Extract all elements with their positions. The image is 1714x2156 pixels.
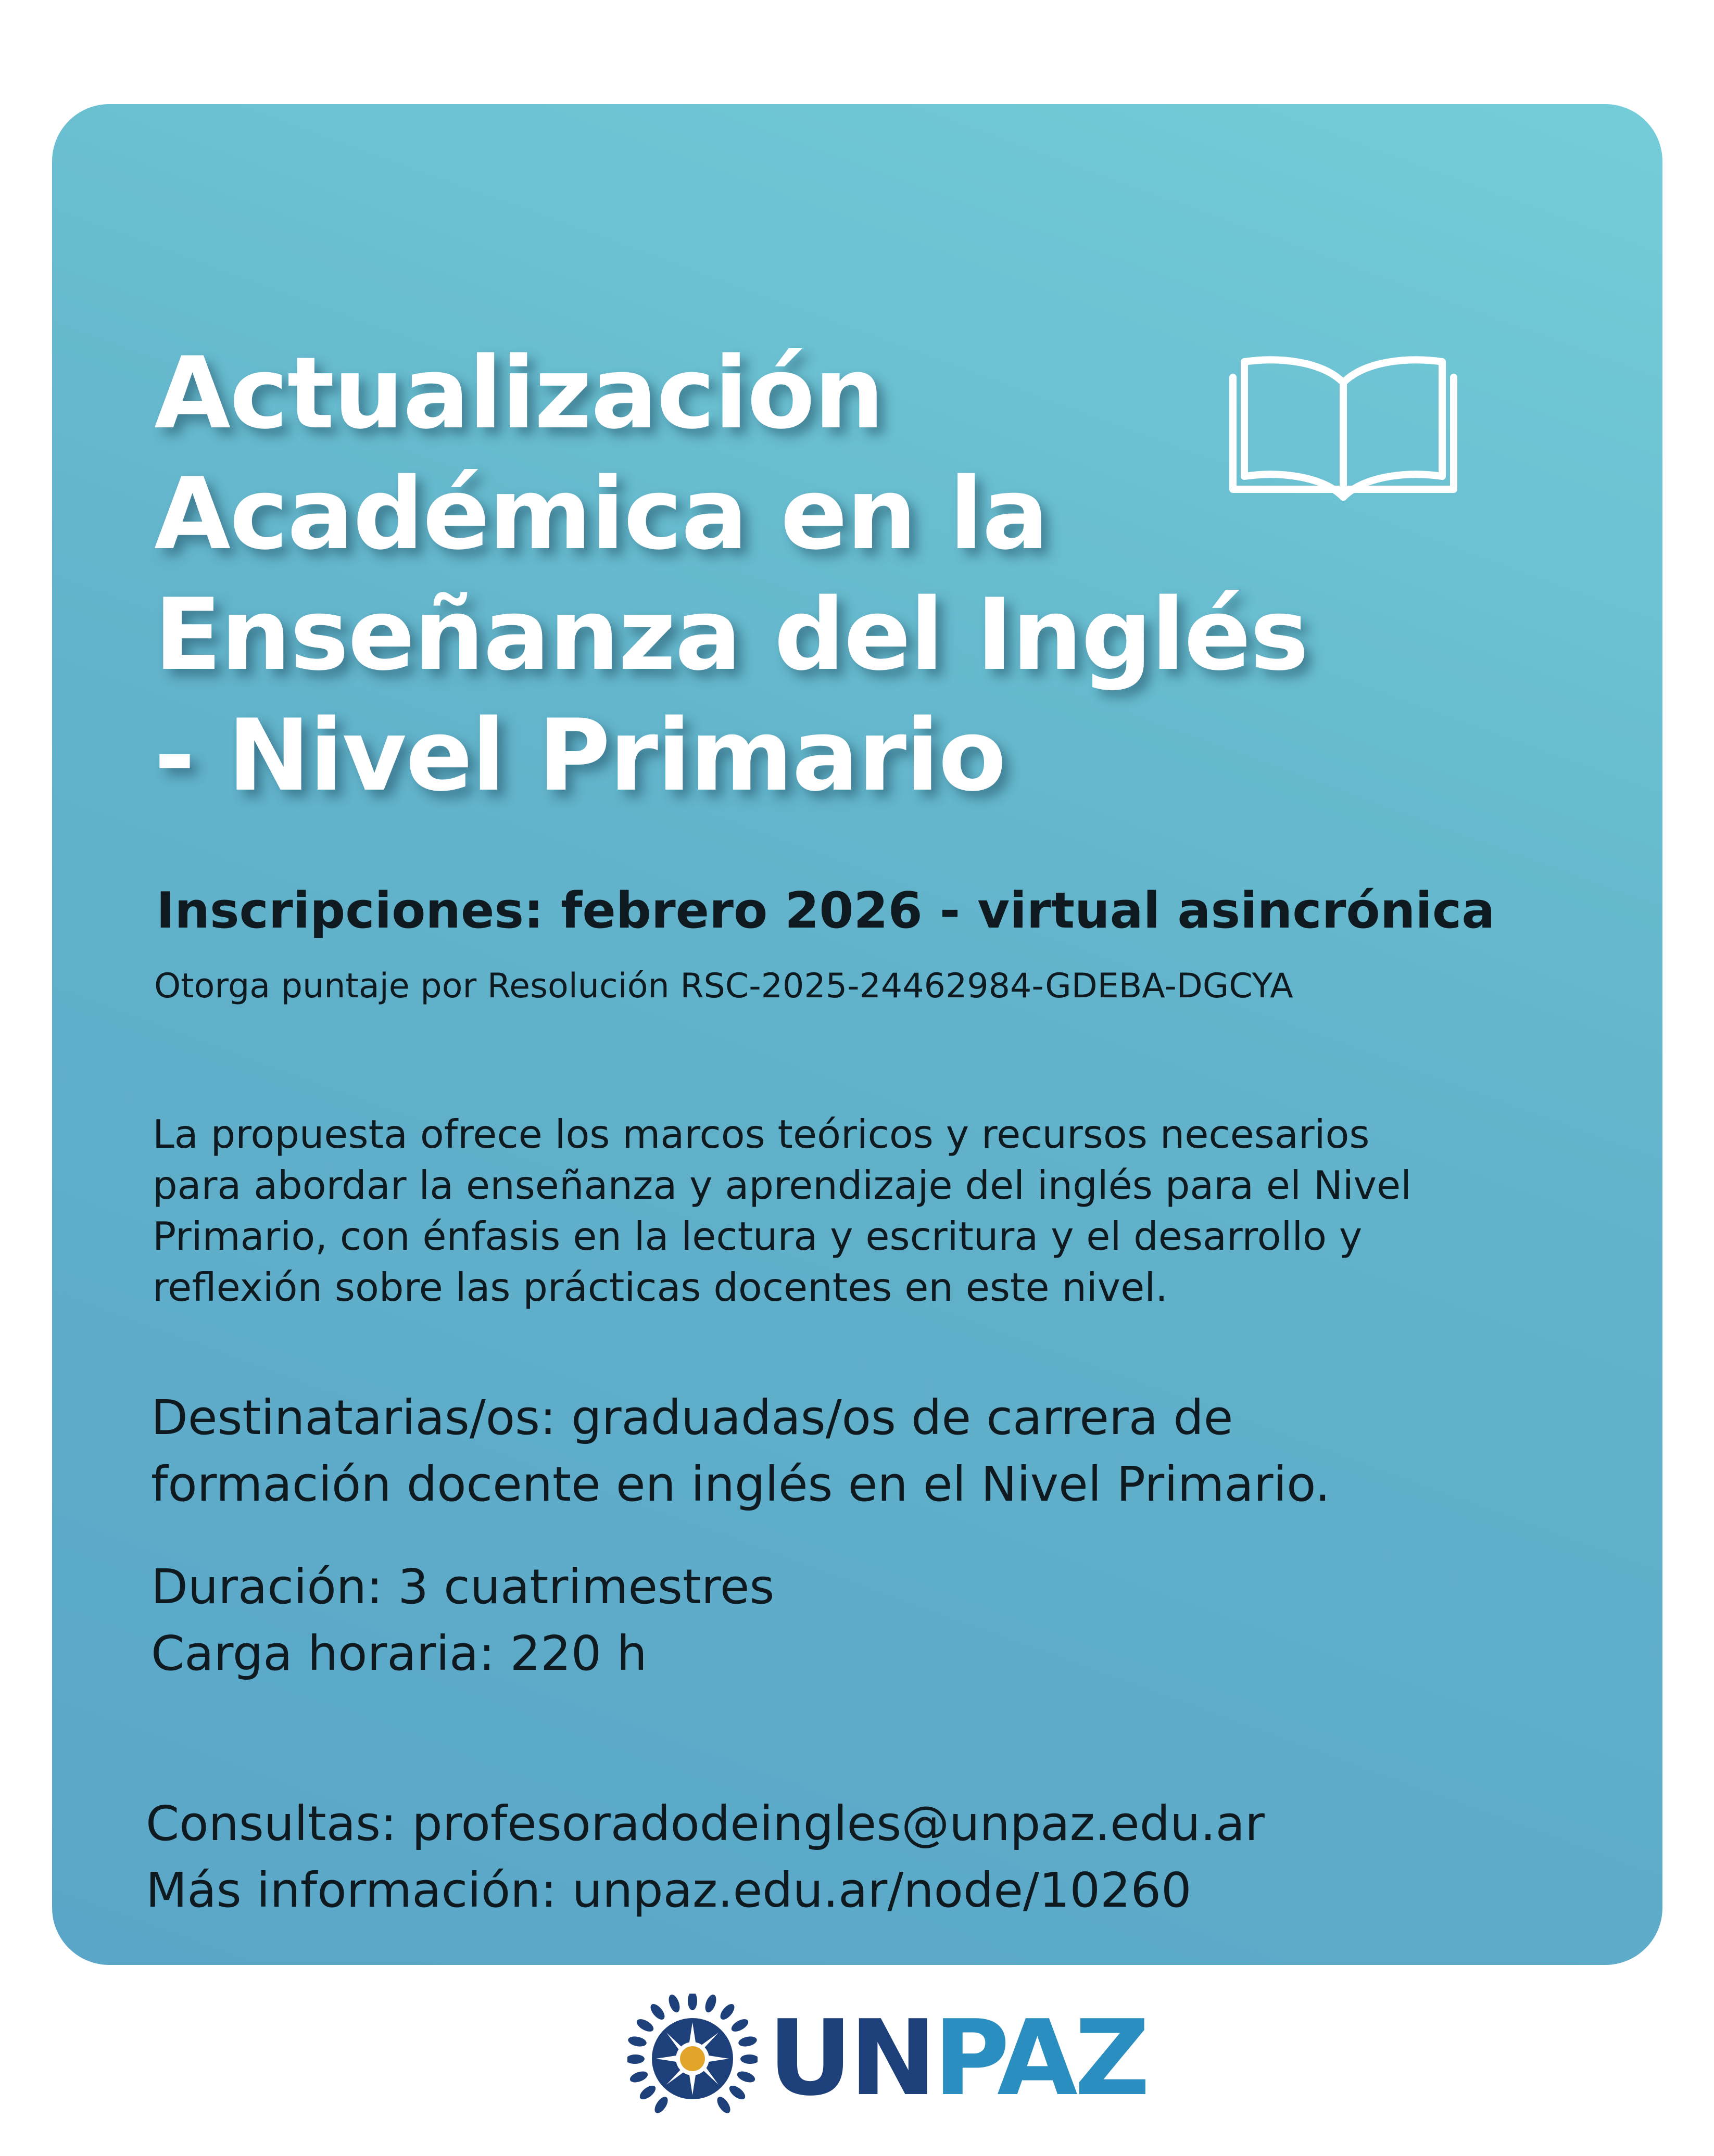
- enrollment-info: Inscripciones: febrero 2026 - virtual asincrónica: [156, 882, 1495, 940]
- audience-line: Destinatarias/os: graduadas/os de carrera de: [151, 1390, 1233, 1445]
- unpaz-wordmark: [768, 1998, 1147, 2119]
- target-audience: [151, 1385, 1661, 1518]
- title-line: - Nivel Primario: [154, 698, 1005, 813]
- description-line: La propuesta ofrece los marcos teóricos y recursos necesarios: [153, 1111, 1370, 1157]
- contact-email-line[interactable]: Consultas: profesoradodeingles@unpaz.edu.ar: [146, 1796, 1265, 1851]
- course-description: [153, 1109, 1662, 1313]
- unpaz-logo: [627, 1994, 1147, 2124]
- description-line: para abordar la enseñanza y aprendizaje del inglés para el Nivel: [153, 1162, 1412, 1208]
- title-line: Académica en la: [154, 456, 1048, 572]
- course-details: [151, 1554, 1661, 1687]
- audience-line: formación docente en inglés en el Nivel Primario.: [151, 1456, 1331, 1512]
- wordmark-un: UN: [768, 1998, 934, 2119]
- workload-text: Carga horaria: 220 h: [151, 1626, 647, 1681]
- wordmark-paz: PAZ: [933, 1998, 1147, 2119]
- description-line: Primario, con énfasis en la lectura y escritura y el desarrollo y: [153, 1213, 1363, 1259]
- resolution-info: Otorga puntaje por Resolución RSC-2025-24462984-GDEBA-DGCYA: [154, 967, 1293, 1006]
- description-line: reflexión sobre las prácticas docentes en este nivel.: [153, 1264, 1168, 1310]
- flyer-card: [52, 104, 1662, 1965]
- title-line: Enseñanza del Inglés: [154, 577, 1308, 692]
- open-book-icon: [1224, 346, 1463, 505]
- unpaz-emblem-icon: [627, 1994, 758, 2124]
- more-info-link[interactable]: Más información: unpaz.edu.ar/node/10260: [146, 1862, 1192, 1918]
- contact-info: [146, 1791, 1656, 1924]
- duration-text: Duración: 3 cuatrimestres: [151, 1559, 775, 1615]
- title-line: Actualización: [154, 336, 884, 451]
